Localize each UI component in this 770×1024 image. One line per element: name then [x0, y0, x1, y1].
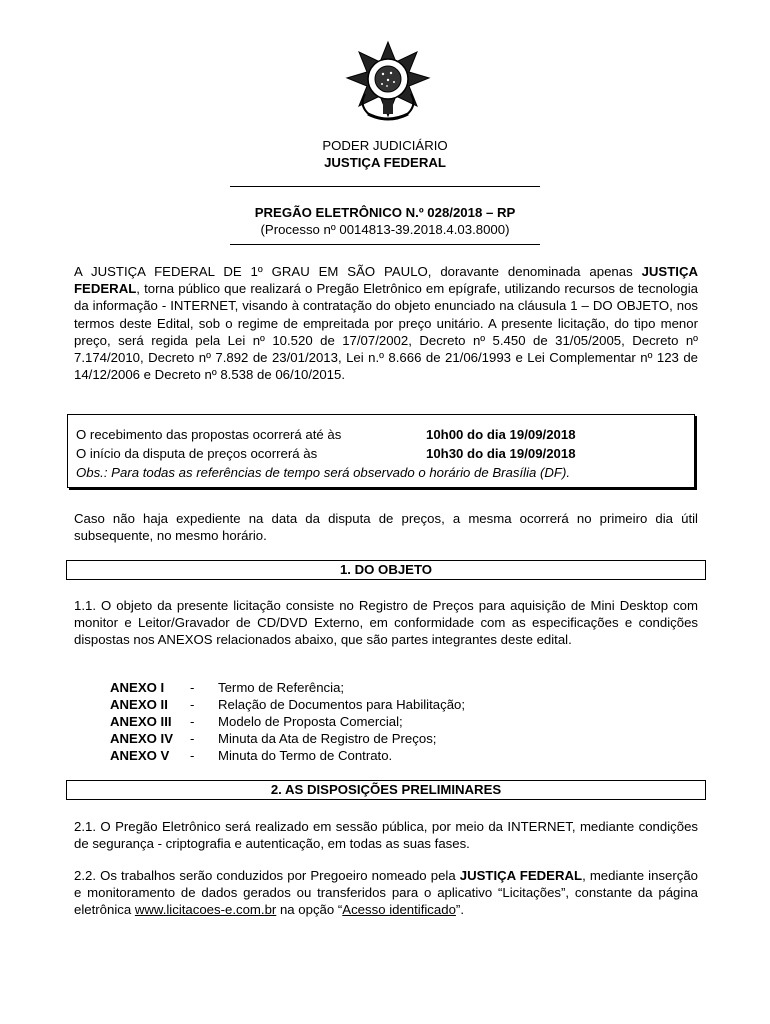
- section-2-1-paragraph: 2.1. O Pregão Eletrônico será realizado em sessão pública, por meio da INTERNET, mediante condições de segurança - criptografia e autenticação, em todas as suas fases.: [74, 819, 698, 852]
- schedule-receipt-label: O recebimento das propostas ocorrerá até às: [76, 427, 342, 442]
- schedule-obs: Obs.: Para todas as referências de tempo será observado o horário de Brasília (DF).: [76, 465, 571, 480]
- acesso-identificado-link[interactable]: Acesso identificado: [342, 902, 456, 918]
- coat-of-arms-icon: [343, 40, 433, 126]
- document-title: PREGÃO ELETRÔNICO N.º 028/2018 – RP: [254, 205, 516, 220]
- header-line-1: PODER JUDICIÁRIO: [322, 138, 448, 153]
- annex-item: ANEXO V - Minuta do Termo de Contrato.: [110, 748, 393, 763]
- justica-federal-bold: JUSTIÇA FEDERAL: [74, 264, 698, 297]
- licitacoes-link[interactable]: www.licitacoes-e.com.br: [134, 902, 277, 918]
- annex-item: ANEXO II - Relação de Documentos para Habilitação;: [110, 697, 466, 712]
- annex-item: ANEXO I - Termo de Referência;: [110, 680, 345, 695]
- annex-item: ANEXO III - Modelo de Proposta Comercial;: [110, 714, 403, 729]
- annex-item: ANEXO IV - Minuta da Ata de Registro de Preços;: [110, 731, 437, 746]
- section-2-2-paragraph: 2.2. Os trabalhos serão conduzidos por Pregoeiro nomeado pela JUSTIÇA FEDERAL, mediante inserção e monitoramento de dados gerados ou transferidos para o aplicativo “Licitações”, constante da página eletrônica www.licitacoes-e.com.br na opção “Acesso identificado”.: [74, 868, 698, 918]
- note-paragraph: Caso não haja expediente na data da disputa de preços, a mesma ocorrerá no primeiro dia útil subsequente, no mesmo horário.: [74, 511, 698, 544]
- schedule-receipt-value: 10h00 do dia 19/09/2018: [426, 427, 576, 442]
- divider-bottom: [230, 244, 540, 245]
- divider-top: [230, 186, 540, 187]
- section-2-heading: 2. AS DISPOSIÇÕES PRELIMINARES: [66, 780, 706, 800]
- section-1-1-paragraph: 1.1. O objeto da presente licitação consiste no Registro de Preços para aquisição de Mini Desktop com monitor e Leitor/Gravador de CD/DVD Externo, em conformidade com as especificações e condições dispostas nos ANEXOS relacionados abaixo, que são partes integrantes deste edital.: [74, 598, 698, 648]
- process-number: (Processo nº 0014813-39.2018.4.03.8000): [260, 222, 510, 237]
- schedule-dispute-value: 10h30 do dia 19/09/2018: [426, 446, 576, 461]
- header-line-2: JUSTIÇA FEDERAL: [324, 155, 446, 170]
- section-1-heading: 1. DO OBJETO: [66, 560, 706, 580]
- schedule-dispute-label: O início da disputa de preços ocorrerá às: [76, 446, 318, 461]
- intro-paragraph: A JUSTIÇA FEDERAL DE 1º GRAU EM SÃO PAULO, doravante denominada apenas JUSTIÇA FEDERAL, torna público que realizará o Pregão Eletrônico em epígrafe, utilizando recursos de tecnologia da informação - INTERNET, visando à contratação do objeto enunciado na cláusula 1 – DO OBJETO, nos termos deste Edital, sob o regime de empreitada por preço unitário. A presente licitação, do tipo menor preço, será regida pela Lei nº 10.520 de 17/07/2002, Decreto nº 5.450 de 31/05/2005, Decreto nº 7.174/2010, Decreto nº 7.892 de 23/01/2013, Lei n.º 8.666 de 21/06/1993 e Lei Complementar nº 123 de 14/12/2006 e Decreto nº 8.538 de 06/10/2015.: [74, 264, 698, 383]
- schedule-box: [67, 414, 695, 488]
